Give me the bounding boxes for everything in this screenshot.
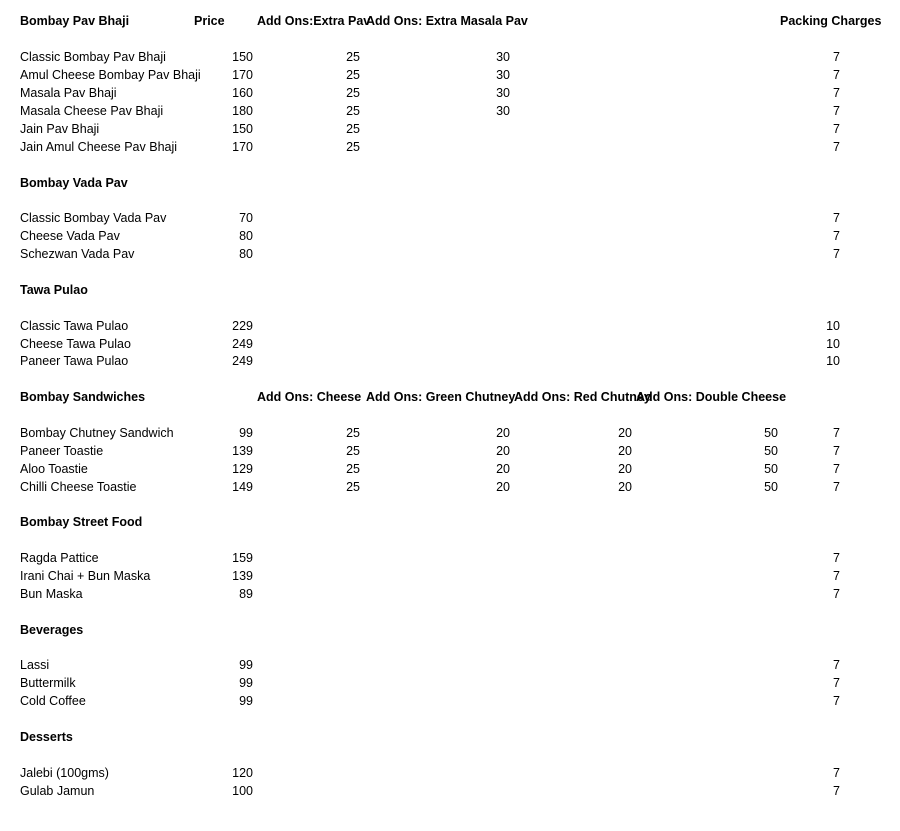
street-food-header-row <box>0 513 900 531</box>
table-row <box>0 120 900 138</box>
packing-charge: 7 <box>833 480 840 494</box>
item-name: Jalebi (100gms) <box>20 766 109 780</box>
packing-charge: 7 <box>833 68 840 82</box>
section-title: Bombay Street Food <box>20 515 143 529</box>
table-row <box>0 567 900 585</box>
item-name: Schezwan Vada Pav <box>20 247 135 261</box>
item-price: 99 <box>239 426 253 440</box>
addon-double-cheese-header: Add Ons: Double Cheese <box>636 390 787 404</box>
section-title: Bombay Vada Pav <box>20 176 128 190</box>
packing-charge: 7 <box>833 211 840 225</box>
section-title: Beverages <box>20 623 84 637</box>
packing-charge: 7 <box>833 140 840 154</box>
item-price: 160 <box>232 86 253 100</box>
packing-charge: 7 <box>833 426 840 440</box>
item-price: 80 <box>239 247 253 261</box>
item-name: Paneer Toastie <box>20 444 104 458</box>
packing-charge: 7 <box>833 587 840 601</box>
packing-charge: 7 <box>833 658 840 672</box>
item-name: Cheese Tawa Pulao <box>20 337 131 351</box>
packing-charge: 7 <box>833 462 840 476</box>
addon-extra-masala-pav: 30 <box>496 50 510 64</box>
addon-extra-masala-pav-header: Add Ons: Extra Masala Pav <box>366 14 528 28</box>
item-price: 170 <box>232 140 253 154</box>
addon-green-chutney: 20 <box>496 480 510 494</box>
table-row <box>0 84 900 102</box>
addon-extra-pav-header: Add Ons:Extra Pav <box>257 14 371 28</box>
item-price: 99 <box>239 658 253 672</box>
item-name: Masala Pav Bhaji <box>20 86 117 100</box>
item-price: 139 <box>232 444 253 458</box>
addon-extra-masala-pav: 30 <box>496 86 510 100</box>
addon-extra-masala-pav: 30 <box>496 68 510 82</box>
item-name: Classic Bombay Pav Bhaji <box>20 50 166 64</box>
item-price: 170 <box>232 68 253 82</box>
item-name: Masala Cheese Pav Bhaji <box>20 104 164 118</box>
item-price: 139 <box>232 569 253 583</box>
item-name: Ragda Pattice <box>20 551 99 565</box>
table-row <box>0 227 900 245</box>
table-row <box>0 138 900 156</box>
table-row <box>0 209 900 227</box>
packing-charge: 7 <box>833 122 840 136</box>
item-price: 99 <box>239 694 253 708</box>
section-title: Desserts <box>20 730 73 744</box>
item-price: 249 <box>232 337 253 351</box>
addon-double-cheese: 50 <box>764 462 778 476</box>
addon-cheese: 25 <box>346 480 360 494</box>
packing-charge: 7 <box>833 569 840 583</box>
addon-green-chutney: 20 <box>496 426 510 440</box>
addon-red-chutney: 20 <box>618 426 632 440</box>
addon-extra-pav: 25 <box>346 50 360 64</box>
table-row <box>0 335 900 353</box>
addon-red-chutney-header: Add Ons: Red Chutney <box>514 390 651 404</box>
item-price: 150 <box>232 50 253 64</box>
table-row <box>0 352 900 370</box>
table-row <box>0 656 900 674</box>
addon-cheese: 25 <box>346 426 360 440</box>
table-row <box>0 764 900 782</box>
packing-charge: 7 <box>833 229 840 243</box>
table-row <box>0 66 900 84</box>
addon-green-chutney: 20 <box>496 462 510 476</box>
addon-cheese: 25 <box>346 462 360 476</box>
packing-charge: 7 <box>833 694 840 708</box>
item-name: Jain Amul Cheese Pav Bhaji <box>20 140 178 154</box>
table-row <box>0 442 900 460</box>
item-name: Chilli Cheese Toastie <box>20 480 137 494</box>
addon-cheese-header: Add Ons: Cheese <box>257 390 362 404</box>
section-title: Bombay Pav Bhaji <box>20 14 130 28</box>
table-row <box>0 674 900 692</box>
desserts-header-row <box>0 728 900 746</box>
packing-charge: 10 <box>826 319 840 333</box>
table-row <box>0 102 900 120</box>
table-row <box>0 48 900 66</box>
packing-charge: 7 <box>833 247 840 261</box>
packing-charge: 7 <box>833 784 840 798</box>
section-title: Tawa Pulao <box>20 283 88 297</box>
table-row <box>0 478 900 496</box>
item-price: 159 <box>232 551 253 565</box>
table-row <box>0 585 900 603</box>
item-name: Bun Maska <box>20 587 83 601</box>
item-name: Amul Cheese Bombay Pav Bhaji <box>20 68 201 82</box>
table-row <box>0 692 900 710</box>
item-name: Gulab Jamun <box>20 784 95 798</box>
item-name: Classic Tawa Pulao <box>20 319 129 333</box>
addon-extra-pav: 25 <box>346 68 360 82</box>
item-price: 70 <box>239 211 253 225</box>
item-price: 99 <box>239 676 253 690</box>
item-name: Cheese Vada Pav <box>20 229 120 243</box>
packing-charge: 7 <box>833 50 840 64</box>
addon-extra-pav: 25 <box>346 104 360 118</box>
item-name: Jain Pav Bhaji <box>20 122 100 136</box>
item-price: 129 <box>232 462 253 476</box>
packing-charge: 7 <box>833 86 840 100</box>
addon-red-chutney: 20 <box>618 444 632 458</box>
section-title: Bombay Sandwiches <box>20 390 146 404</box>
packing-charge: 7 <box>833 676 840 690</box>
item-name: Cold Coffee <box>20 694 86 708</box>
addon-double-cheese: 50 <box>764 480 778 494</box>
addon-cheese: 25 <box>346 444 360 458</box>
addon-extra-pav: 25 <box>346 140 360 154</box>
packing-charge: 7 <box>833 766 840 780</box>
item-name: Buttermilk <box>20 676 76 690</box>
item-price: 100 <box>232 784 253 798</box>
packing-charge: 7 <box>833 551 840 565</box>
addon-extra-masala-pav: 30 <box>496 104 510 118</box>
table-row <box>0 245 900 263</box>
tawa-pulao-header-row <box>0 281 900 299</box>
pav-bhaji-header-row <box>0 12 900 30</box>
item-price: 229 <box>232 319 253 333</box>
price-header: Price <box>194 14 225 28</box>
item-name: Bombay Chutney Sandwich <box>20 426 174 440</box>
addon-extra-pav: 25 <box>346 86 360 100</box>
packing-charges-header: Packing Charges <box>780 14 882 28</box>
item-price: 150 <box>232 122 253 136</box>
item-name: Aloo Toastie <box>20 462 88 476</box>
table-row <box>0 549 900 567</box>
item-price: 180 <box>232 104 253 118</box>
item-name: Irani Chai + Bun Maska <box>20 569 151 583</box>
addon-red-chutney: 20 <box>618 480 632 494</box>
item-price: 249 <box>232 354 253 368</box>
packing-charge: 10 <box>826 354 840 368</box>
addon-green-chutney: 20 <box>496 444 510 458</box>
item-price: 120 <box>232 766 253 780</box>
addon-double-cheese: 50 <box>764 444 778 458</box>
table-row <box>0 317 900 335</box>
vada-pav-header-row <box>0 174 900 192</box>
addon-green-chutney-header: Add Ons: Green Chutney <box>366 390 516 404</box>
item-price: 89 <box>239 587 253 601</box>
item-price: 149 <box>232 480 253 494</box>
packing-charge: 7 <box>833 444 840 458</box>
item-name: Paneer Tawa Pulao <box>20 354 129 368</box>
addon-red-chutney: 20 <box>618 462 632 476</box>
item-name: Classic Bombay Vada Pav <box>20 211 167 225</box>
item-price: 80 <box>239 229 253 243</box>
packing-charge: 7 <box>833 104 840 118</box>
sandwiches-header-row <box>0 388 900 406</box>
table-row <box>0 460 900 478</box>
item-name: Lassi <box>20 658 50 672</box>
table-row <box>0 782 900 800</box>
packing-charge: 10 <box>826 337 840 351</box>
beverages-header-row <box>0 621 900 639</box>
addon-double-cheese: 50 <box>764 426 778 440</box>
addon-extra-pav: 25 <box>346 122 360 136</box>
table-row <box>0 424 900 442</box>
